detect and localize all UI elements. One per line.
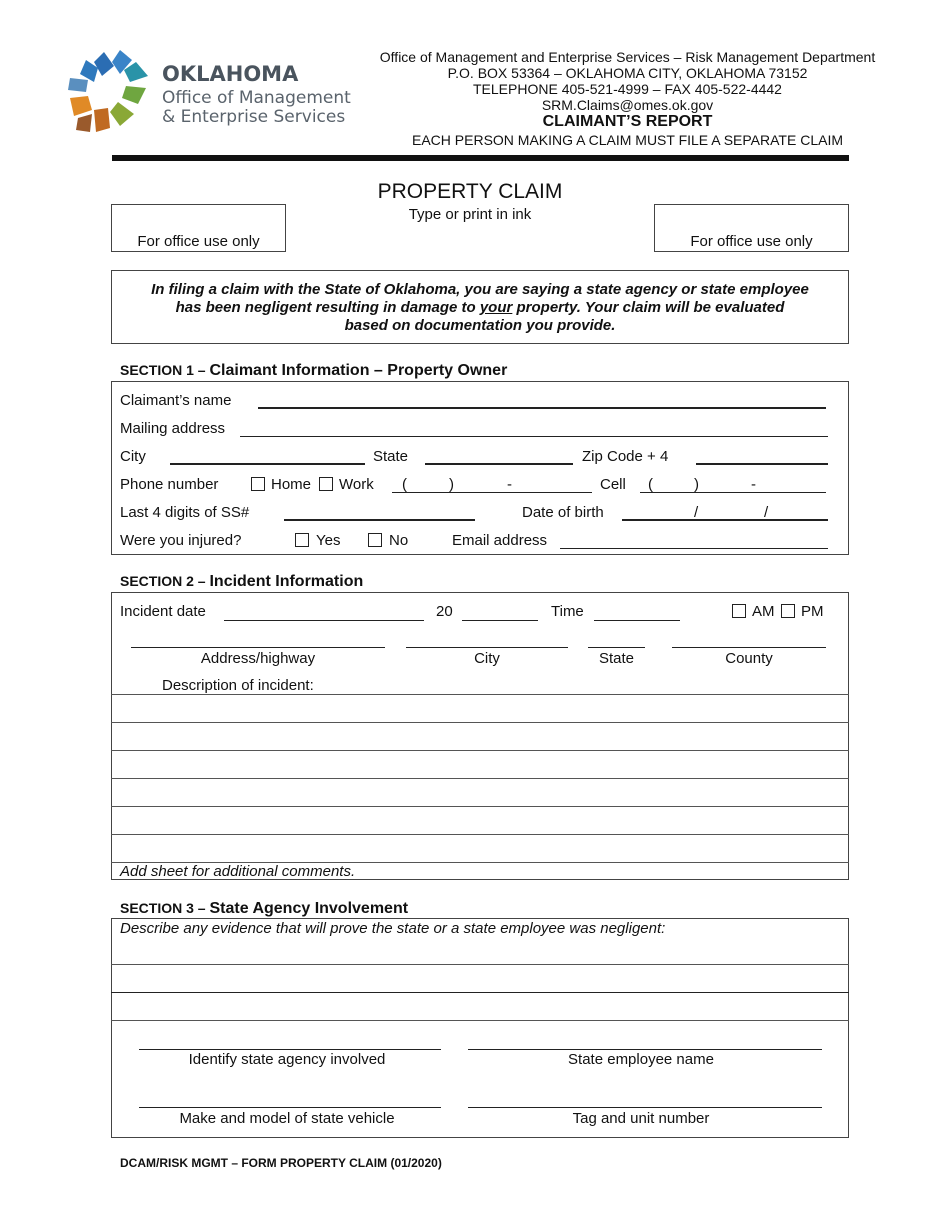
office-use-box-left: [111, 204, 286, 252]
vehicle-field[interactable]: [139, 1107, 441, 1108]
notice-line-2: [112, 299, 848, 317]
logo-agency-line1: Office of Management: [162, 88, 351, 108]
cell-phone-field[interactable]: [640, 492, 826, 493]
injured-label: Were you injured?: [120, 532, 242, 549]
section2-heading: [120, 573, 363, 591]
evidence-line-1[interactable]: [111, 964, 849, 965]
incident-date-field[interactable]: [224, 620, 424, 621]
omes-logo: [64, 48, 364, 134]
cell-phone-paren-close: ): [694, 476, 699, 493]
header-notice: EACH PERSON MAKING A CLAIM MUST FILE A SEPARATE CLAIM: [412, 132, 843, 148]
time-label: Time: [551, 603, 584, 620]
office-use-box-right: [654, 204, 849, 252]
evidence-line-2[interactable]: [111, 992, 849, 993]
injured-yes-checkbox[interactable]: [295, 533, 309, 547]
section3-heading: [120, 900, 408, 918]
section2-title: Incident Information: [209, 573, 364, 590]
dob-slash-1: /: [694, 504, 699, 521]
header-email: SRM.Claims@omes.ok.gov: [541, 97, 714, 113]
pm-label: PM: [801, 603, 824, 620]
form-title: PROPERTY CLAIM: [377, 180, 563, 203]
incident-city-label: City: [474, 650, 500, 667]
am-checkbox[interactable]: [732, 604, 746, 618]
header-office: Office of Management and Enterprise Services – Risk Management Department: [379, 49, 876, 65]
report-title: CLAIMANT’S REPORT: [542, 113, 713, 130]
home-label: Home: [271, 476, 312, 493]
description-line-3[interactable]: [111, 750, 849, 751]
injured-no-checkbox[interactable]: [368, 533, 382, 547]
evidence-prompt: Describe any evidence that will prove the state or a state employee was negligent:: [120, 920, 666, 937]
dob-field[interactable]: [622, 519, 828, 521]
zip-label: Zip Code + 4: [582, 448, 669, 465]
section3-box: [111, 918, 849, 1138]
pm-checkbox[interactable]: [781, 604, 795, 618]
work-phone-paren-close: ): [449, 476, 454, 493]
claimant-name-label: Claimant’s name: [120, 392, 232, 409]
employee-name-label: State employee name: [568, 1051, 714, 1068]
city-label: City: [120, 448, 146, 465]
office-use-label-right: For office use only: [690, 233, 813, 250]
tag-unit-field[interactable]: [468, 1107, 822, 1108]
logo-state-name: OKLAHOMA: [162, 62, 299, 86]
notice-line-2a: has been negligent resulting in damage to: [175, 299, 480, 316]
form-code-footer: DCAM/RISK MGMT – FORM PROPERTY CLAIM (01/2020): [120, 1156, 442, 1170]
am-label: AM: [752, 603, 775, 620]
incident-year-field[interactable]: [462, 620, 538, 621]
tag-unit-label: Tag and unit number: [572, 1110, 710, 1127]
email-label: Email address: [452, 532, 548, 549]
section2-box: [111, 592, 849, 880]
notice-line-2b: property. Your claim will be evaluated: [512, 299, 785, 316]
incident-county-field[interactable]: [672, 647, 826, 648]
work-phone-field[interactable]: [392, 492, 592, 493]
address-highway-label: Address/highway: [200, 650, 316, 667]
section3-number: SECTION 3 –: [120, 900, 210, 916]
notice-line-1: In filing a claim with the State of Oklahoma, you are saying a state agency or state employee: [151, 281, 809, 298]
email-field[interactable]: [560, 548, 828, 549]
evidence-line-3[interactable]: [111, 1020, 849, 1021]
form-subtitle: Type or print in ink: [408, 206, 532, 223]
star-emblem-icon: [64, 48, 152, 134]
header-pobox: P.O. BOX 53364 – OKLAHOMA CITY, OKLAHOMA 73152: [447, 65, 808, 81]
ssn-label: Last 4 digits of SS#: [120, 504, 250, 521]
cell-label: Cell: [600, 476, 626, 493]
injured-yes-label: Yes: [316, 532, 341, 549]
section1-number: SECTION 1 –: [120, 362, 210, 378]
incident-year-prefix: 20: [436, 603, 453, 620]
incident-date-label: Incident date: [120, 603, 206, 620]
description-line-5[interactable]: [111, 806, 849, 807]
state-label: State: [373, 448, 409, 465]
description-line-4[interactable]: [111, 778, 849, 779]
work-phone-dash: -: [507, 476, 512, 493]
mailing-address-field[interactable]: [240, 436, 828, 437]
phone-number-label: Phone number: [120, 476, 219, 493]
section3-title: State Agency Involvement: [209, 900, 409, 917]
description-line-2[interactable]: [111, 722, 849, 723]
cell-phone-paren-open: (: [648, 476, 653, 493]
work-checkbox[interactable]: [319, 477, 333, 491]
vehicle-label: Make and model of state vehicle: [179, 1110, 395, 1127]
incident-state-label: State: [598, 650, 635, 667]
zip-field[interactable]: [696, 463, 828, 465]
state-field[interactable]: [425, 463, 573, 465]
injured-no-label: No: [389, 532, 409, 549]
claimant-name-field[interactable]: [258, 407, 826, 409]
header-phone: TELEPHONE 405-521-4999 – FAX 405-522-4442: [473, 81, 782, 97]
description-label: Description of incident:: [162, 677, 314, 694]
section2-number: SECTION 2 –: [120, 573, 210, 589]
employee-name-field[interactable]: [468, 1049, 822, 1050]
ssn-field[interactable]: [284, 519, 475, 521]
work-label: Work: [339, 476, 374, 493]
incident-city-field[interactable]: [406, 647, 568, 648]
incident-county-label: County: [725, 650, 773, 667]
add-sheet-note: Add sheet for additional comments.: [120, 863, 356, 880]
dob-slash-2: /: [764, 504, 769, 521]
agency-label: Identify state agency involved: [188, 1051, 386, 1068]
city-field[interactable]: [170, 463, 365, 465]
address-highway-field[interactable]: [131, 647, 385, 648]
logo-agency-line2: & Enterprise Services: [162, 107, 346, 127]
notice-your: your: [479, 299, 513, 316]
agency-field[interactable]: [139, 1049, 441, 1050]
notice-line-3: based on documentation you provide.: [344, 317, 616, 334]
dob-label: Date of birth: [522, 504, 604, 521]
description-line-1[interactable]: [111, 694, 849, 695]
incident-state-field[interactable]: [588, 647, 645, 648]
office-use-label-left: For office use only: [137, 233, 260, 250]
home-checkbox[interactable]: [251, 477, 265, 491]
mailing-address-label: Mailing address: [120, 420, 226, 437]
work-phone-paren-open: (: [402, 476, 407, 493]
cell-phone-dash: -: [751, 476, 756, 493]
section1-title: Claimant Information – Property Owner: [209, 362, 508, 379]
negligence-notice-box: [111, 270, 849, 344]
description-line-6[interactable]: [111, 834, 849, 835]
time-field[interactable]: [594, 620, 680, 621]
section1-heading: [120, 362, 507, 380]
header-divider: [112, 155, 849, 161]
